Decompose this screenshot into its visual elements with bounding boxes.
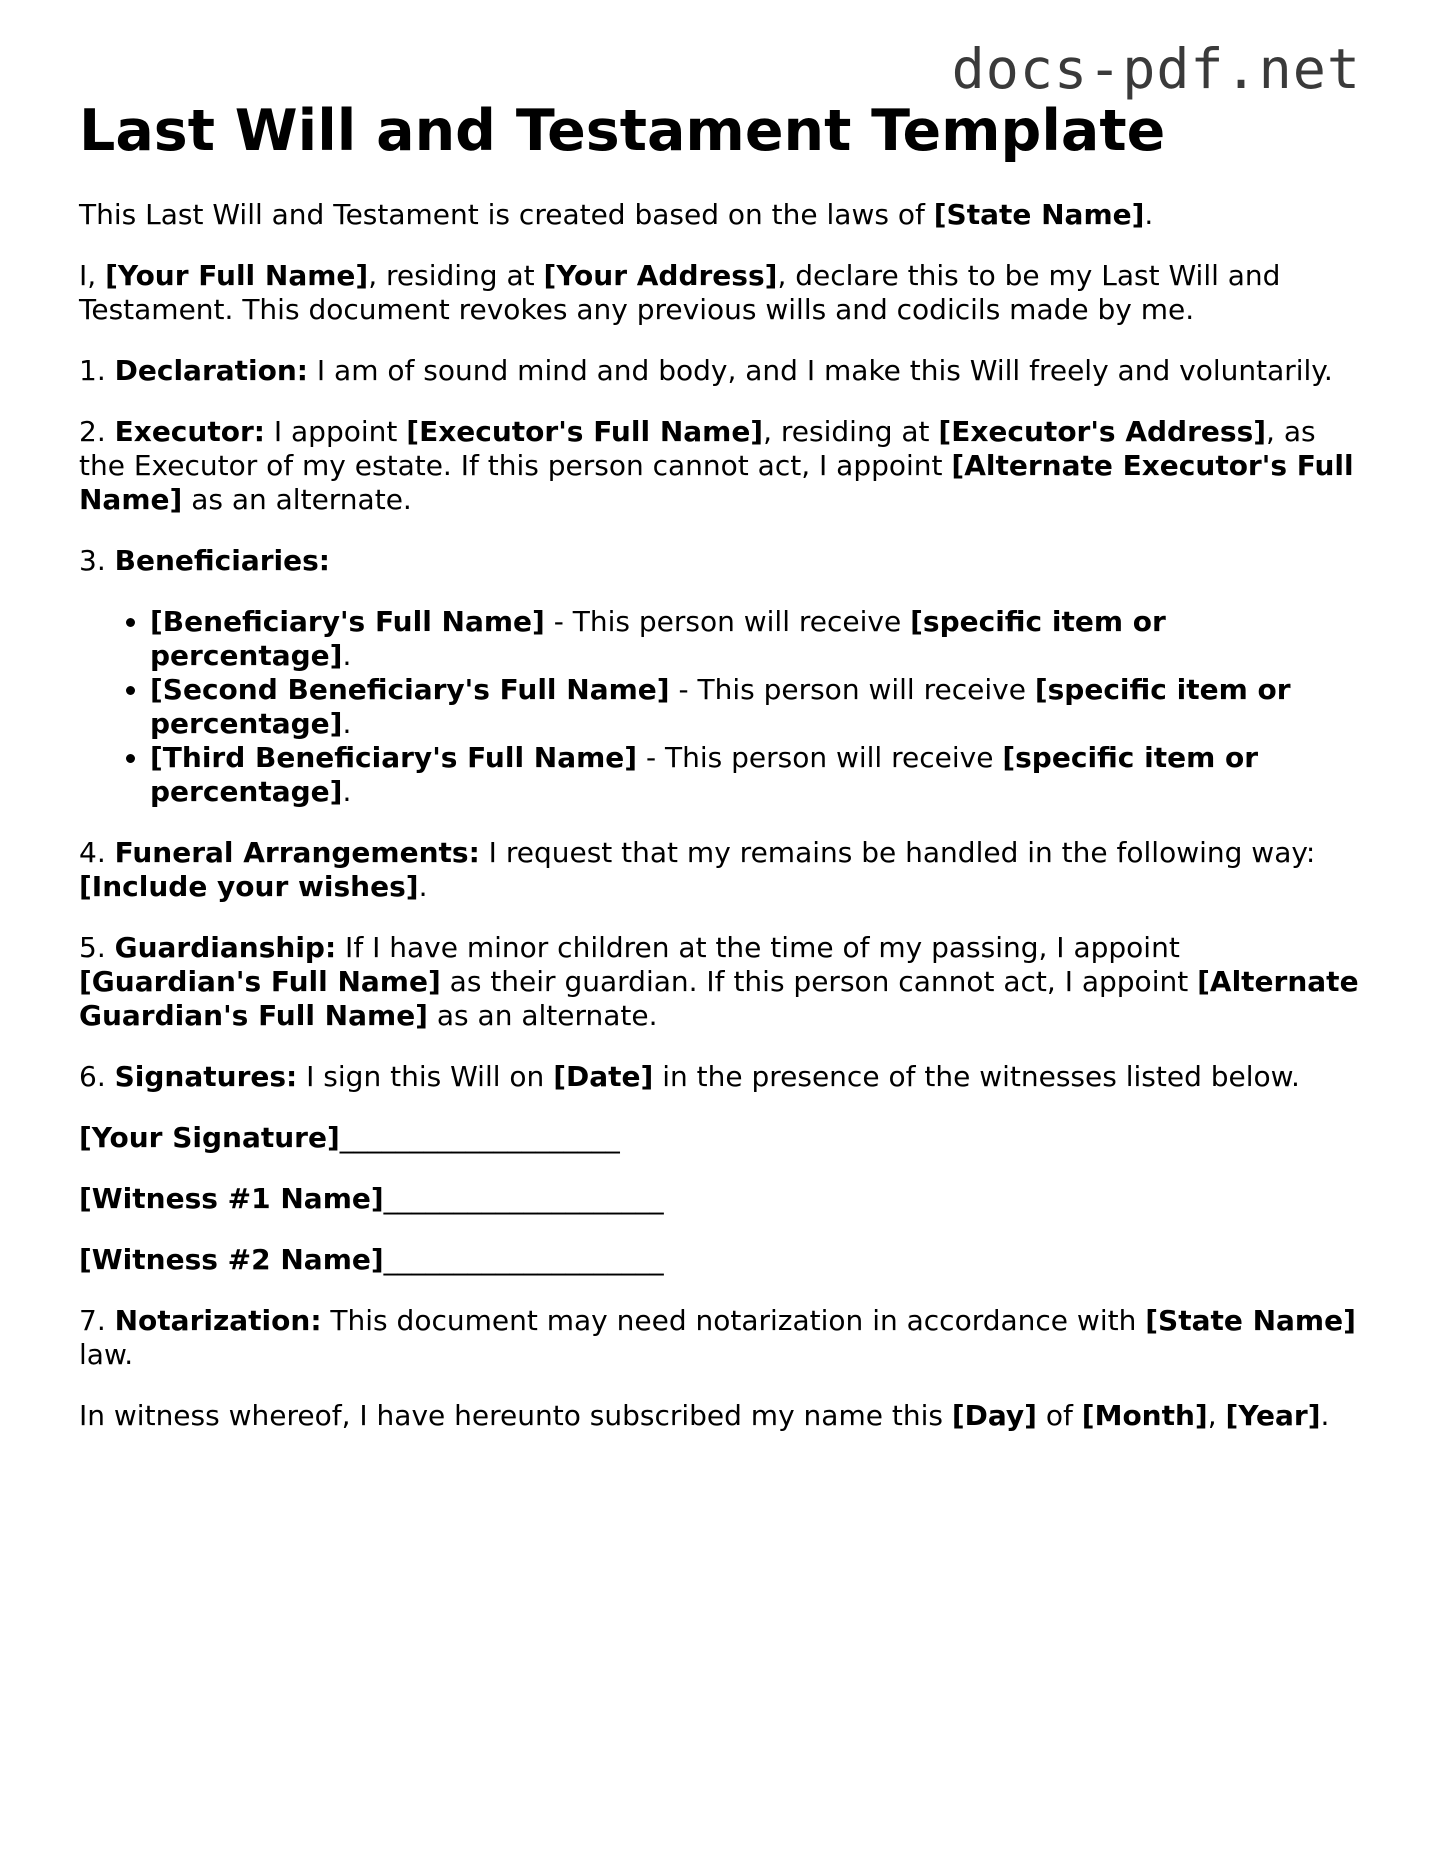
section-text: I request that my remains be handled in the following way: bbox=[479, 836, 1316, 869]
section-text: as their guardian. If this person cannot act, I appoint bbox=[440, 965, 1198, 998]
section-text: I appoint bbox=[264, 415, 407, 448]
page-title: Last Will and Testament Template bbox=[79, 98, 1166, 164]
section-funeral bbox=[79, 836, 1369, 904]
section-text: , as the Executor of my estate. If this person cannot act, I appoint bbox=[79, 415, 1316, 482]
signature-blank[interactable]: ____________________ bbox=[339, 1121, 620, 1154]
witness1-label: [Witness #1 Name] bbox=[79, 1182, 384, 1215]
section-number: 5. bbox=[79, 931, 115, 964]
executor-address-placeholder: [Executor's Address] bbox=[938, 415, 1267, 448]
list-item-text: - This person will receive bbox=[544, 605, 911, 638]
section-number: 7. bbox=[79, 1304, 115, 1337]
closing-paragraph bbox=[79, 1399, 1369, 1433]
list-item-text: - This person will receive bbox=[669, 673, 1035, 706]
section-beneficiaries bbox=[79, 544, 1369, 578]
state-placeholder: [State Name] bbox=[1145, 1304, 1356, 1337]
beneficiary-name-placeholder: [Third Beneficiary's Full Name] bbox=[150, 741, 638, 774]
list-item-text: - This person will receive bbox=[637, 741, 1003, 774]
beneficiary-name-placeholder: [Second Beneficiary's Full Name] bbox=[150, 673, 670, 706]
day-placeholder: [Day] bbox=[951, 1399, 1037, 1432]
list-item bbox=[150, 605, 1369, 673]
section-number: 3. bbox=[79, 544, 115, 577]
full-name-placeholder: [Your Full Name] bbox=[105, 259, 369, 292]
section-heading: Executor: bbox=[114, 415, 265, 448]
section-notarization bbox=[79, 1304, 1369, 1372]
list-item bbox=[150, 741, 1369, 809]
closing-text: , bbox=[1207, 1399, 1226, 1432]
executor-name-placeholder: [Executor's Full Name] bbox=[406, 415, 764, 448]
alternate-executor-placeholder: [Alternate Executor's Full Name] bbox=[79, 449, 1354, 516]
intro-text: This Last Will and Testament is created based on the laws of bbox=[79, 198, 934, 231]
bequest-placeholder: [specific item or percentage] bbox=[150, 605, 1166, 672]
section-text: as an alternate. bbox=[427, 999, 658, 1032]
declare-text: , residing at bbox=[368, 259, 544, 292]
document-page bbox=[79, 96, 1369, 1460]
closing-text: . bbox=[1320, 1399, 1330, 1432]
list-item bbox=[150, 673, 1369, 741]
closing-text: In witness whereof, I have hereunto subscribed my name this bbox=[79, 1399, 952, 1432]
section-number: 4. bbox=[79, 836, 115, 869]
section-heading: Signatures: bbox=[114, 1060, 298, 1093]
list-item-end: . bbox=[342, 775, 352, 808]
witness2-label: [Witness #2 Name] bbox=[79, 1243, 384, 1276]
year-placeholder: [Year] bbox=[1225, 1399, 1321, 1432]
closing-text: of bbox=[1036, 1399, 1082, 1432]
section-text: . bbox=[418, 870, 428, 903]
section-text: as an alternate. bbox=[182, 483, 412, 516]
watermark: docs-pdf.net bbox=[951, 37, 1361, 101]
wishes-placeholder: [Include your wishes] bbox=[79, 870, 419, 903]
section-guardianship bbox=[79, 931, 1369, 1033]
beneficiary-name-placeholder: [Beneficiary's Full Name] bbox=[150, 605, 545, 638]
your-signature-line[interactable] bbox=[79, 1121, 1369, 1155]
alternate-guardian-placeholder: [Alternate Guardian's Full Name] bbox=[79, 965, 1359, 1032]
section-executor bbox=[79, 415, 1369, 517]
section-text: in the presence of the witnesses listed below. bbox=[653, 1060, 1300, 1093]
signature-label: [Your Signature] bbox=[79, 1121, 340, 1154]
section-text: This document may need notarization in accordance with bbox=[321, 1304, 1146, 1337]
declare-text: I, bbox=[79, 259, 106, 292]
month-placeholder: [Month] bbox=[1081, 1399, 1208, 1432]
date-placeholder: [Date] bbox=[553, 1060, 654, 1093]
witness1-signature-line[interactable] bbox=[79, 1182, 1369, 1216]
bequest-placeholder: [specific item or percentage] bbox=[150, 741, 1259, 808]
section-heading: Guardianship: bbox=[114, 931, 337, 964]
section-heading: Beneficiaries: bbox=[114, 544, 330, 577]
section-number: 2. bbox=[79, 415, 115, 448]
beneficiary-list bbox=[79, 605, 1369, 809]
section-text: If I have minor children at the time of my passing, I appoint bbox=[336, 931, 1180, 964]
list-item-end: . bbox=[342, 639, 352, 672]
state-placeholder: [State Name] bbox=[933, 198, 1145, 231]
section-signatures bbox=[79, 1060, 1369, 1094]
witness2-signature-line[interactable] bbox=[79, 1243, 1369, 1277]
section-heading: Notarization: bbox=[114, 1304, 322, 1337]
signature-blank[interactable]: ____________________ bbox=[383, 1182, 664, 1215]
list-item-end: . bbox=[342, 707, 352, 740]
address-placeholder: [Your Address] bbox=[543, 259, 778, 292]
section-declaration bbox=[79, 354, 1369, 388]
section-text: , residing at bbox=[763, 415, 939, 448]
section-text: I am of sound mind and body, and I make this Will freely and voluntarily. bbox=[308, 354, 1333, 387]
section-number: 6. bbox=[79, 1060, 115, 1093]
section-text: I sign this Will on bbox=[297, 1060, 554, 1093]
intro-paragraph bbox=[79, 198, 1369, 232]
guardian-placeholder: [Guardian's Full Name] bbox=[79, 965, 441, 998]
intro-text-end: . bbox=[1144, 198, 1154, 231]
signature-blank[interactable]: ____________________ bbox=[383, 1243, 664, 1276]
section-number: 1. bbox=[79, 354, 115, 387]
declare-text: , declare this to be my Last Will and Testament. This document revokes any previous wills and codicils made by me. bbox=[79, 259, 1281, 326]
section-text: law. bbox=[79, 1338, 134, 1371]
section-heading: Declaration: bbox=[114, 354, 308, 387]
bequest-placeholder: [specific item or percentage] bbox=[150, 673, 1291, 740]
section-heading: Funeral Arrangements: bbox=[114, 836, 480, 869]
declaration-paragraph bbox=[79, 259, 1369, 327]
